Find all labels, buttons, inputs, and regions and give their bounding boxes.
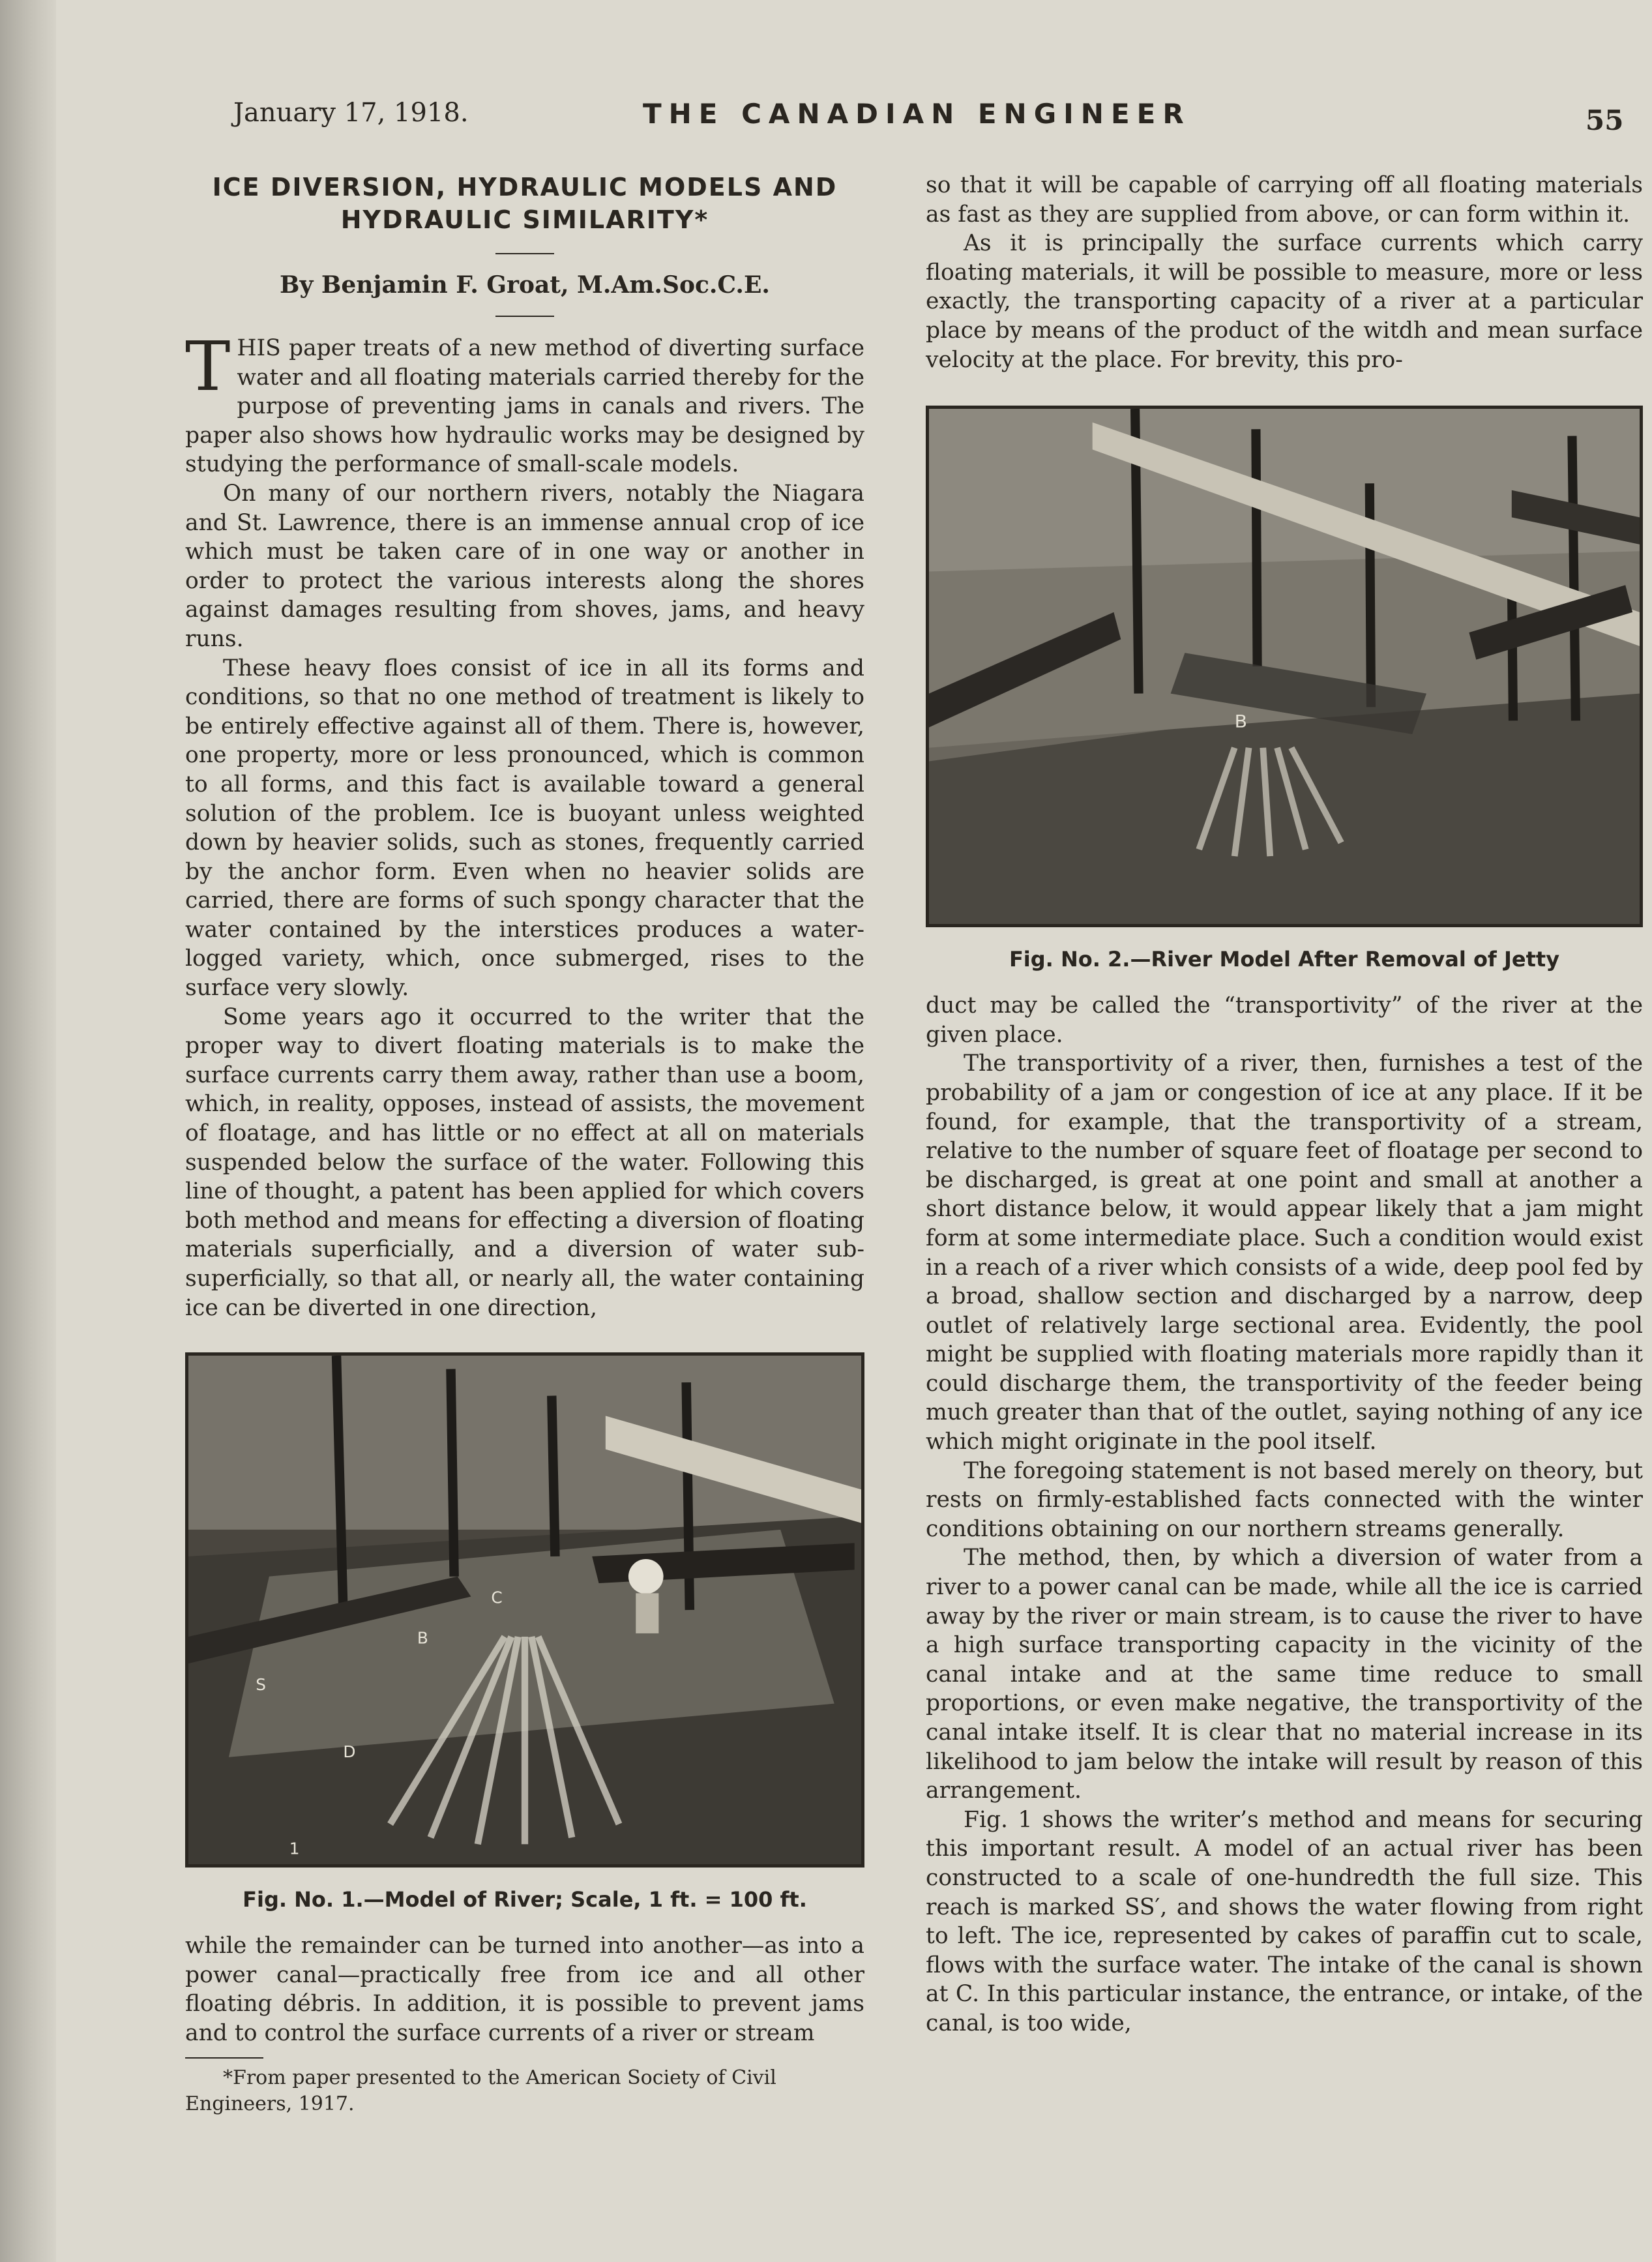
left-continuation-text	[185, 1931, 864, 2047]
paragraph: while the remainder can be turned into another—as into a power canal—practically free from ice and all other floating débris. In addition, it is possible to prevent jams and to control the surface currents of a river or stream	[185, 1933, 864, 2046]
figure-1-caption: Fig. No. 1.—Model of River; Scale, 1 ft. = 100 ft.	[243, 1887, 807, 1912]
paragraph-intro	[185, 327, 864, 479]
byline-rule	[495, 316, 554, 317]
footnote: *From paper presented to the American Society of Civil Engineers, 1917.	[185, 2066, 776, 2115]
article-title: ICE DIVERSION, HYDRAULIC MODELS AND HYDRAULIC SIMILARITY*	[212, 173, 838, 234]
right-column	[926, 171, 1643, 2038]
article-byline: By Benjamin F. Groat, M.Am.Soc.C.E.	[280, 271, 770, 299]
figure-1-photo	[185, 1352, 864, 1868]
title-rule	[495, 253, 554, 254]
paragraph: so that it will be capable of carrying off all floating materials as fast as they are supplied from above, or can form within it.	[926, 172, 1643, 228]
fig1-label-c: C	[491, 1588, 503, 1607]
paragraph: As it is principally the surface currents which carry floating materials, it will be possible to measure, more or less exactly, the transporting capacity of a river at a particular place by means of the product of the witdh and mean surface velocity at the place. For brevity, this pro-	[926, 230, 1643, 373]
figure-1	[185, 1352, 864, 1912]
footnote-rule	[185, 2057, 263, 2059]
paragraph: Fig. 1 shows the writer’s method and means for securing this important result. A model of an actual river has been constructed to a scale of one-hundredth the full size. This reach is marked SS′, and shows the water flowing from right to left. The ice, represented by cakes of paraffin cut to scale, flows with the surface water. The intake of the canal is shown at C. In this particular instance, the entrance, or intake, of the canal, is too wide,	[926, 1806, 1643, 2036]
paragraph-text: HIS paper treats of a new method of diverting surface water and all floating materials carried thereby for the purpose of preventing jams in canals and rivers. The paper also shows how hydraulic works may be designed by studying the performance of small-scale models.	[185, 335, 864, 478]
running-head-date: January 17, 1918.	[233, 98, 469, 128]
figure-2-caption: Fig. No. 2.—River Model After Removal of Jetty	[1009, 947, 1560, 972]
paragraph: These heavy floes consist of ice in all its forms and conditions, so that no one method of treatment is likely to be entirely effective against all of them. There is, however, one property, more or less pronounced, which is common to all forms, and this fact is available toward a general solution of the problem. Ice is buoyant unless weighted down by heavier solids, such as stones, frequently carried by the anchor form. Even when no heavier solids are carried, there are forms of such spongy character that the water contained by the interstices produces a water-logged variety, which, once submerged, rises to the surface very slowly.	[185, 655, 864, 1002]
journal-page	[56, 0, 1652, 2262]
fig1-label-s: S	[256, 1675, 266, 1695]
right-top-text	[926, 171, 1643, 374]
page-number: 55	[1586, 104, 1624, 136]
river-model-photo-1	[188, 1356, 861, 1864]
paragraph: The transportivity of a river, then, furnishes a test of the probability of a jam or congestion of ice at any place. If it be found, for example, that the transportivity of a stream, relative to the number of square feet of floatage per second to be discharged, is great at one point and small at another a short distance below, it would appear likely that a jam might form at some intermediate place. Such a condition would exist in a reach of a river which consists of a wide, deep pool fed by a broad, shallow section and discharged by a narrow, deep outlet of relatively large sectional area. Evidently, the pool might be supplied with floating materials more rapidly than it could discharge them, the transportivity of the feeder being much greater than that of the outlet, saying nothing of any ice which might originate in the pool itself.	[926, 1050, 1643, 1455]
paragraph: Some years ago it occurred to the writer that the proper way to divert floating materials is to make the surface currents carry them away, rather than use a boom, which, in reality, opposes, instead of assists, the movement of floatage, and has little or no effect at all on materials suspended below the surface of the water. Following this line of thought, a patent has been applied for which covers both method and means for effecting a diversion of floating materials superficially, and a diversion of water sub-superficially, so that all, or nearly all, the water containing ice can be diverted in one direction,	[185, 1004, 864, 1321]
paragraph: On many of our northern rivers, notably the Niagara and St. Lawrence, there is an immense annual crop of ice which must be taken care of in one way or another in order to protect the various interests along the shores against damages resulting from shoves, jams, and heavy runs.	[185, 480, 864, 652]
paragraph: The foregoing statement is not based merely on theory, but rests on firmly-established facts connected with the winter conditions obtaining on our northern streams generally.	[926, 1457, 1643, 1542]
river-model-photo-2	[929, 409, 1640, 924]
running-head-journal-title: THE CANADIAN ENGINEER	[643, 98, 1191, 130]
book-binding-shadow	[0, 0, 57, 2262]
fig1-label-1: 1	[289, 1839, 300, 1858]
paragraph: The method, then, by which a diversion of water from a river to a power canal can be made, while all the ice is carried away by the river or main stream, is to cause the river to have a high surface transporting capacity in the vicinity of the canal intake and at the same time reduce to small proportions, or even make negative, the transportivity of the canal intake itself. It is clear that no material increase in its likelihood to jam below the intake will result by reason of this arrangement.	[926, 1545, 1643, 1804]
figure-2	[926, 406, 1643, 972]
drop-cap: T	[185, 327, 231, 406]
paragraph: duct may be called the “transportivity” of the river at the given place.	[926, 992, 1643, 1048]
right-bottom-text	[926, 991, 1643, 2038]
left-body-text	[185, 327, 864, 1322]
fig1-label-b: B	[417, 1628, 428, 1648]
figure-2-photo	[926, 406, 1643, 927]
fig2-label-b: B	[1234, 711, 1248, 732]
left-column	[185, 171, 864, 2117]
fig1-label-d: D	[343, 1742, 356, 1761]
